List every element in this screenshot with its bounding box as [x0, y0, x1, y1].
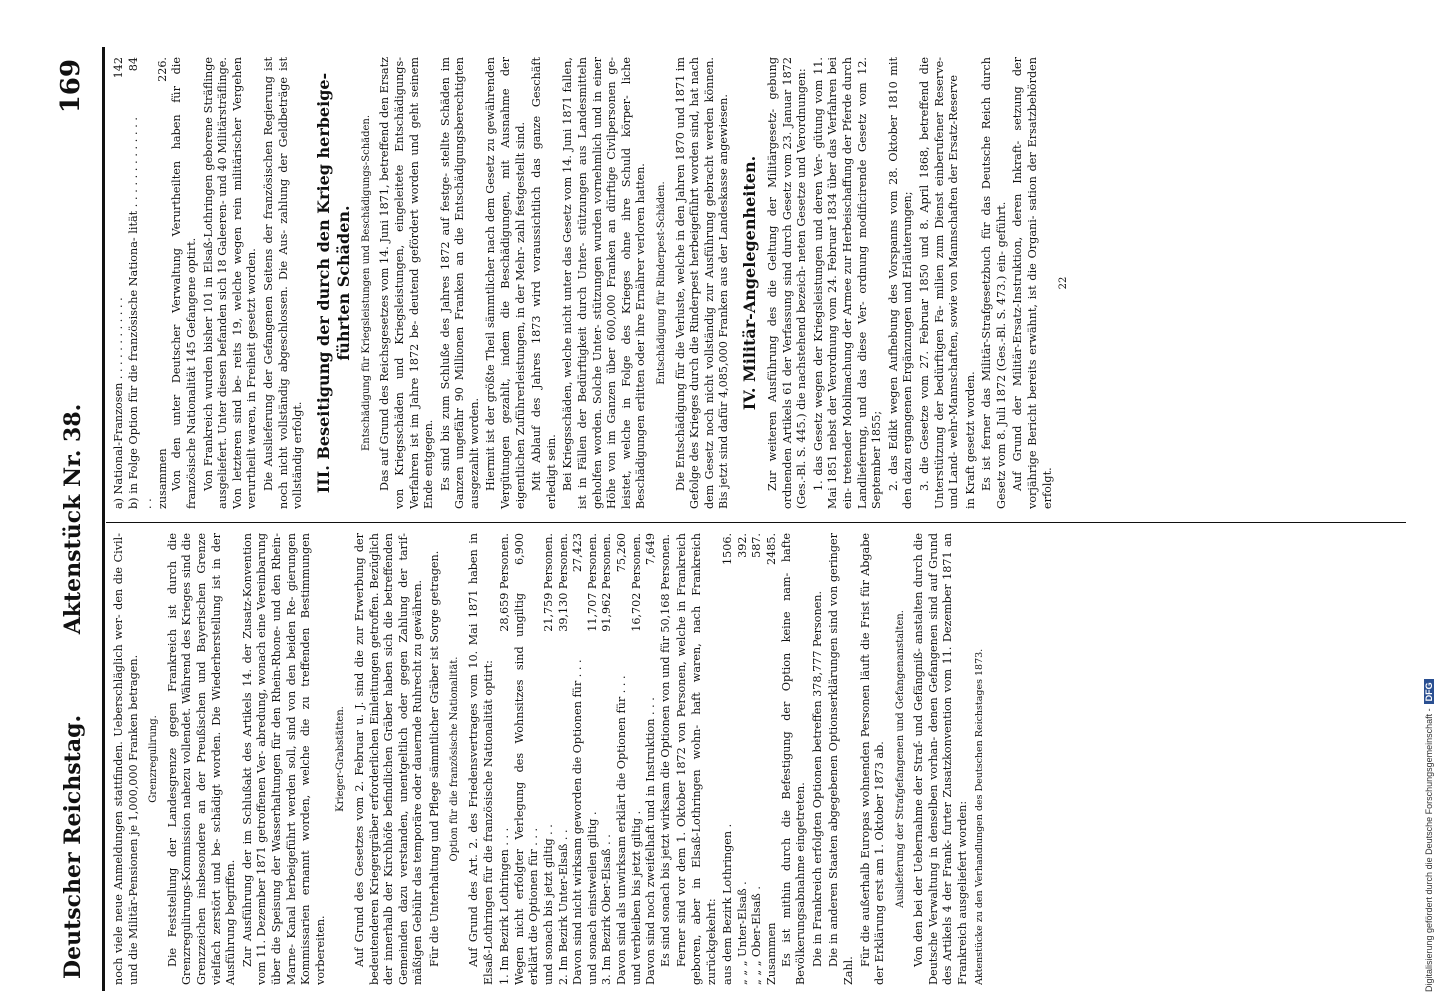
- paragraph: Es ist mithin durch die Befestigung der Option keine nam- hafte Bevölkerungsabnahme eingetreten.: [779, 533, 808, 985]
- row-label: Zusammen: [764, 922, 778, 985]
- row-label: und sonach bis jetzt giltig . .: [542, 824, 556, 985]
- credit-text: Digitalisierung gefördert durch die Deutsche Forschungsgemeinschaft -: [1424, 708, 1434, 992]
- paragraph: Es sind bis zum Schluße des Jahres 1872 auf festge- stellte Schäden im Ganzen ungefähr 90 Millionen Franken an die Entschädigungsberechtigten ausgezahlt worden.: [438, 57, 481, 509]
- paragraph: Die in Frankreich erfolgten Optionen betreffen 378,777 Personen.: [810, 590, 824, 967]
- paragraph: Die Entschädigung für die Verluste, welche in den Jahren 1870 und 1871 im Gefolge des Krieges durch die Rinderpest herbeigeführt worden sind, hat nach dem Gesetz noch nicht vollständig zur Ausführung gebracht werden können. Bis jetzt sind dafür 4,085,000 Franken aus der Landeskasse angewiesen.: [673, 57, 731, 509]
- section-title: Auslieferung der Strafgefangenen und Gefangenanstalten.: [894, 610, 906, 908]
- paragraph: Für die Unterhaltung und Pflege sämmtlicher Gräber ist Sorge getragen.: [427, 550, 441, 967]
- paragraph: Zur Ausführung der im Schlußakt des Artikels 14. der Zusatz-Konvention vom 11. Dezember 1871 getroffenen Ver- abredung, wonach eine Vereinbarung über die Speisung der Wasserhaltungen für den Rhein-Rhone- und den Rhein-Marne- Kanal herbeigeführt werden soll, sind von den beiden Re- gierungen Kommissarien ernannt worden, welche die zu treffenden Bestimmungen vorbereiten.: [240, 533, 327, 985]
- table-row: [112, 57, 127, 509]
- table-row: [765, 533, 780, 985]
- table-row: [513, 533, 542, 985]
- row-value: 84: [126, 57, 140, 72]
- row-value: 1506.: [721, 533, 735, 566]
- table-row: [498, 533, 513, 985]
- row-label: a) National-Franzosen . . . . . . . . . . . .: [112, 297, 125, 509]
- row-label: 3. Im Bezirk Ober-Elsaß . .: [600, 834, 614, 985]
- page-header: [56, 47, 96, 991]
- table-row: [600, 533, 615, 985]
- row-value: 75,260: [615, 533, 628, 573]
- list-item: 1. das Gesetz wegen der Kriegsleistungen und deren Ver- gütung vom 11. Mai 1851 nebst der Verordnung vom 24. Februar 1834 über das Verfahren bei ein- tretender Mobilmachung der Armee zur Herbeischaffung der Pferde durch Landlieferung, und das diese Ver- ordnung modificirende Gesetz vom 12. September 1855;: [811, 57, 884, 509]
- row-value: 28,659 Personen.: [498, 533, 512, 632]
- page-number: 169: [56, 59, 86, 114]
- paragraph: Von den unter Deutscher Verwaltung Verurtheilten haben für die französische Nationalität 145 Gefangene optirt.: [170, 57, 198, 509]
- paragraph: Von Frankreich wurden bisher 101 in Elsaß-Lothringen geborene Sträflinge ausgeliefert. Unter diesen befanden sich 18 Galeeren- und 40 Militärsträflinge. Von letzteren sind be- reits 19, welche wegen rein militärischer Vergehen verurtheilt waren, in Freiheit gesetzt worden.: [201, 57, 259, 509]
- row-value: 27,423: [571, 533, 585, 573]
- paragraph: Mit Ablauf des Jahres 1873 wird voraussichtlich das ganze Geschäft erledigt sein.: [530, 57, 558, 509]
- row-label: b) in Folge Option für die französische Nationa- lität . . . . . . . . . . . . . . .: [126, 117, 155, 509]
- paragraph: Auf Grund des Gesetzes vom 2. Februar u. J. sind die zur Erwerbung der bedeutenderen Kriegergräber erforderlichen Einleitungen getroffen. Bezüglich der innerhalb der Kirchhöfe befindlichen Gräber haben sich die betreffenden Gemeinden dazu verstanden, unentgeltlich oder gegen Zahlung der tarif- mäßigen Gebühr das temporäre oder dauernde Ruhrecht zu gewähren.: [352, 533, 425, 985]
- list-item: 3. die Gesetze vom 27. Februar 1850 und 8. April 1868, betreffend die Unterstützung der bedürftigen Fa- milien zum Dienst einberufener Reserve- und Land- wehr-Mannschaften, sowie von Mannschaften der Ersatz-Reserve: [917, 57, 961, 509]
- paragraph: noch viele neue Anmeldungen stattfinden. Ueberschläglich wer- den die Civil- und die Militär-Pensionen je 1,000,000 Franken betragen.: [112, 533, 140, 985]
- paragraph: Für die außerhalb Europas wohnenden Personen läuft die Frist für Abgabe der Erklärung erst am 1. Oktober 1873 ab.: [858, 533, 887, 985]
- paragraph: Auf Grund der Militär-Ersatz-Instruktion, deren Inkraft- setzung der vorjährige Bericht bereits erwähnt, ist die Organi- sation der Ersatzbehörden erfolgt.: [1011, 57, 1054, 509]
- section-title: Krieger-Grabstätten.: [335, 706, 347, 812]
- row-value: 7,649: [644, 533, 658, 566]
- header-rule: [102, 47, 105, 991]
- row-value: 39,130 Personen.: [556, 533, 570, 632]
- row-value: 11,707 Personen.: [585, 533, 599, 632]
- table-row: [644, 533, 659, 985]
- paragraph: Bei Kriegsschäden, welche nicht unter das Gesetz vom 14. Juni 1871 fallen, ist in Fällen der Bedürftigkeit durch Unter- stützungen aus Landesmitteln geholfen worden. Solche Unter- stützungen wurden vornehmlich und in einer Höhe von im Ganzen über 600,000 Franken an dürftige Civilpersonen ge- leistet, welche in Folge des Krieges ohne ihre Schuld körper- liche Beschädigungen erlitten oder ihre Ernährer verloren hatten.: [561, 57, 648, 509]
- paragraph: Es ist ferner das Militär-Strafgesetzbuch für das Deutsche Reich durch Gesetz vom 8. Juli 1872 (Ges.-Bl. S. 473.) ein- geführt.: [980, 57, 1008, 509]
- paragraph: Auf Grund des Art. 2. des Friedensvertrages vom 10. Mai 1871 haben in Elsaß-Lothringen für die französische Nationalität optirt:: [467, 533, 495, 985]
- row-label: 2. Im Bezirk Unter-Elsaß . .: [556, 829, 570, 985]
- table-row: [557, 533, 572, 985]
- row-label: Wegen nicht erfolgter Verlegung des Wohnsitzes sind ungiltig erklärt die Optionen für . . .: [512, 593, 541, 985]
- left-column: [112, 533, 989, 985]
- row-label: „ „ „ Unter-Elsaß .: [735, 881, 749, 985]
- table-row: [586, 533, 601, 985]
- table-row: [615, 533, 630, 985]
- list-item: 2. das Edikt wegen Aufhebung des Vorspanns vom 28. Oktober 1810 mit den dazu ergangenen Ergänzungen und Erläuterungen;: [886, 57, 915, 509]
- section-title: Entschädigung für Kriegsleistungen und Beschädigungs-Schäden.: [360, 114, 372, 452]
- row-label: Davon sind nicht wirksam geworden die Optionen für . . .: [571, 659, 585, 985]
- paragraph: Die Auslieferung der Gefangenen Seitens der französischen Regierung ist noch nicht vollständig abgeschlossen. Die Aus- zahlung der Geldbeträge ist vollständig erfolgt.: [261, 57, 305, 509]
- row-value: 142: [112, 57, 125, 79]
- section-title: Grenzregulirung.: [148, 715, 160, 803]
- header-center: Aktenstück Nr. 38.: [60, 403, 86, 635]
- right-column: [112, 57, 1074, 509]
- paragraph: Die in anderen Staaten abgegebenen Optionserklärungen sind von geringer Zahl.: [827, 533, 855, 985]
- row-value: 587.: [750, 533, 764, 558]
- row-label: und verbleiben bis jetzt giltig .: [629, 810, 643, 985]
- row-value: 226.: [155, 57, 169, 82]
- table-row: [736, 533, 751, 985]
- paragraph: Die Feststellung der Landesgrenze gegen Frankreich ist durch die Grenzregulirungs-Kommission nahezu vollendet. Während des Krieges sind die Grenzzeichen insbesondere an der Preußischen und Bayerischen Grenze vielfach zerstört und be- schädigt worden. Die Wiederherstellung ist in der Ausführung begriffen.: [165, 533, 238, 985]
- row-value: 6,900: [512, 533, 526, 566]
- paragraph: Von den bei der Uebernahme der Straf- und Gefängniß- anstalten durch die Deutsche Verwaltung in denselben vorhan- denen Gefangenen sind auf Grund des Artikels 4 der Frank- furter Zusatzkonvention vom 11. Dezember 1871 an Frankreich ausgeliefert worden:: [912, 533, 970, 985]
- document-page: [56, 47, 1416, 991]
- paragraph: Das auf Grund des Reichsgesetzes vom 14. Juni 1871, betreffend den Ersatz von Kriegsschäden und Kriegsleistungen, eingeleitete Entschädigungs-Verfahren ist im Jahre 1872 be- deutend gefördert worden und geht seinem Ende entgegen.: [378, 57, 436, 509]
- paragraph: Es sind sonach bis jetzt wirksam die Optionen von und für 50,168 Personen.: [658, 533, 672, 967]
- paragraph: in Kraft gesetzt worden.: [963, 371, 977, 509]
- section-title: Option für die französische Nationalität.: [449, 656, 461, 862]
- row-label: aus dem Bezirk Lothringen .: [721, 823, 735, 985]
- row-label: Davon sind noch zweifelhaft und in Instruktion . . .: [644, 697, 658, 985]
- row-label: und sonach einstweilen giltig .: [585, 811, 599, 985]
- row-label: Davon sind als unwirksam erklärt die Optionen für . . .: [615, 675, 628, 985]
- table-row: [127, 57, 156, 509]
- paragraph: Ferner sind vor dem 1. Oktober 1872 von Personen, welche in Frankreich geboren, aber in Elsaß-Lothringen wohn- haft waren, nach Frankreich zurückgekehrt:: [675, 533, 718, 985]
- table-row: [542, 533, 557, 985]
- row-label: „ „ „ Ober-Elsaß .: [750, 886, 764, 985]
- footnote: Aktenstücke zu den Verhandlungen des Deutschen Reichstages 1873.: [973, 648, 985, 985]
- row-value: 91,962 Personen.: [600, 533, 614, 632]
- section-heading: III. Beseitigung der durch den Krieg herbeige- führten Schäden.: [313, 72, 353, 494]
- signature-mark: 22: [1058, 276, 1070, 290]
- digitization-credit: [1424, 2, 1434, 992]
- table-row: [721, 533, 736, 985]
- table-row: [571, 533, 586, 985]
- row-label: zusammen: [155, 448, 169, 509]
- paragraph: Zur weiteren Ausführung des die Geltung der Militärgesetz- gebung ordnenden Artikels 61 der Verfassung sind durch Gesetz vom 23. Januar 1872 (Ges.-Bl. S. 445.) die nachstehend bezeich- neten Gesetze und Verordnungen:: [765, 57, 809, 509]
- header-left: Deutscher Reichstag.: [60, 714, 86, 979]
- paragraph: Hiermit ist der größte Theil sämmtlicher nach dem Gesetz zu gewährenden Vergütungen gezahlt, indem die Beschädigungen, mit Ausnahme der eigentlichen Zuführerleistungen, in der Mehr- zahl festgestellt sind.: [484, 57, 527, 509]
- row-value: 392.: [735, 533, 749, 558]
- dfg-logo: DFG: [1424, 679, 1434, 704]
- column-divider: [106, 522, 1406, 523]
- table-row: [630, 533, 645, 985]
- section-title: Entschädigung für Rinderpest-Schäden.: [656, 181, 667, 385]
- table-row: [156, 57, 171, 509]
- table-row: [750, 533, 765, 985]
- section-heading: IV. Militär-Angelegenheiten.: [739, 155, 759, 411]
- row-value: 21,759 Personen.: [542, 533, 556, 632]
- row-label: 1. Im Bezirk Lothringen . . .: [498, 827, 512, 985]
- row-value: 16,702 Personen.: [629, 533, 643, 632]
- row-value: 2485.: [764, 533, 778, 566]
